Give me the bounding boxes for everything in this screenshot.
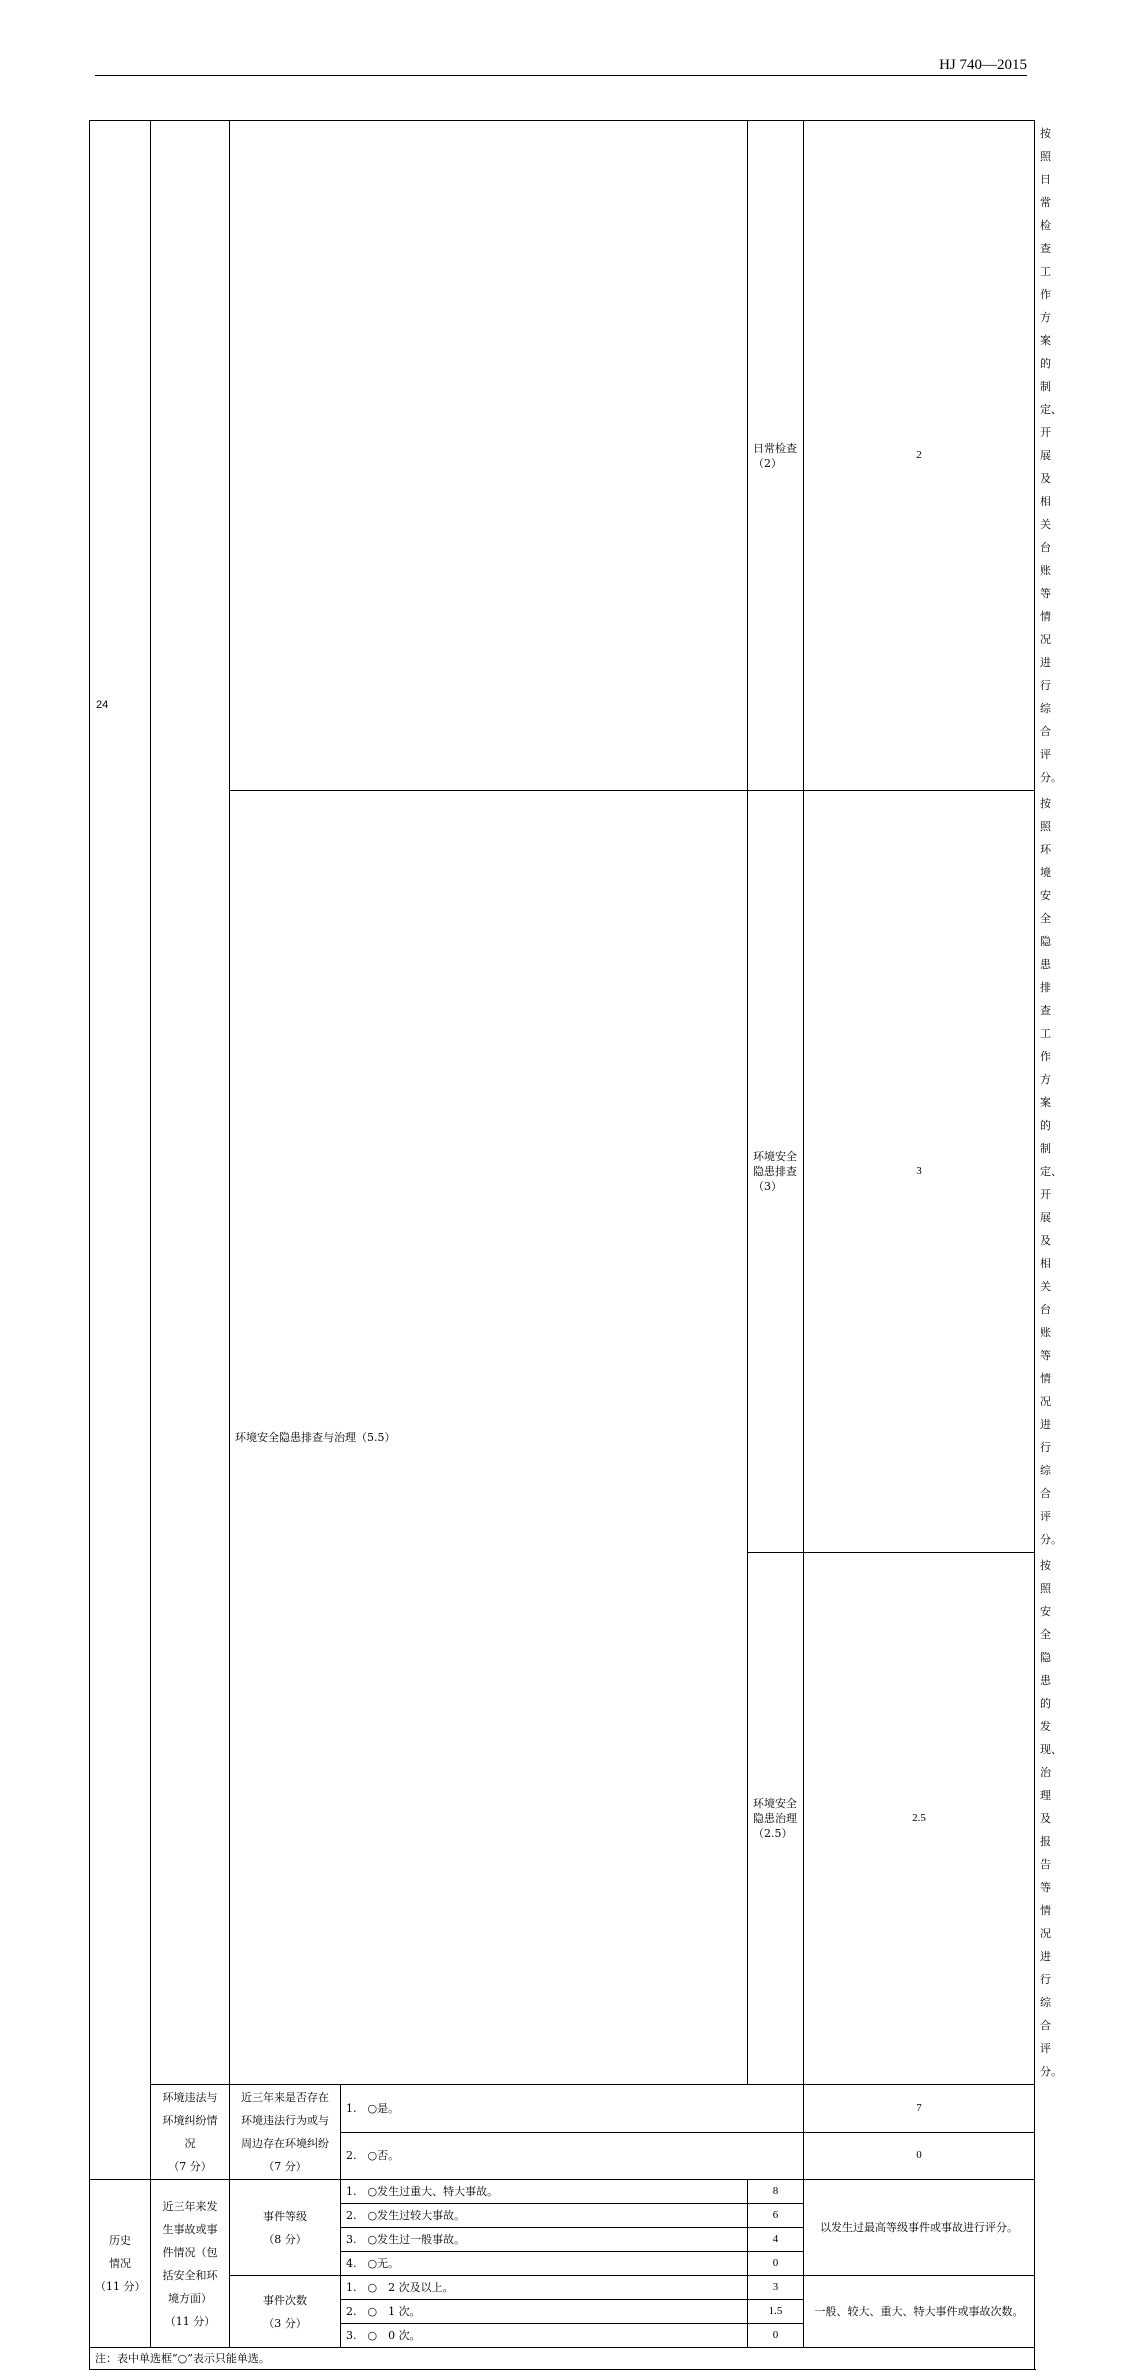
history-subcategory: 近三年来发 生事故或事 件情况（包 括安全和环 境方面） （11 分） — [151, 2180, 230, 2348]
score-daily-check: 2 — [804, 121, 1035, 791]
hazard-group-label: 环境安全隐患排查与治理（5.5） — [230, 791, 748, 2085]
table-row: 日常检查（2） 2 按照日常检查工作方案的制定、开展及相 关台账等情况进行综合评分。 — [90, 121, 1035, 791]
level-option: 4. ○无。 — [341, 2252, 748, 2276]
count-option: 3. ○ 0 次。 — [341, 2324, 748, 2348]
count-score: 0 — [748, 2324, 804, 2348]
violation-question: 近三年来是否存在 环境违法行为或与 周边存在环境纠纷 （7 分） — [230, 2085, 341, 2180]
category-cell-empty — [90, 121, 151, 2180]
violation-category: 环境违法与 环境纠纷情 况 （7 分） — [151, 2085, 230, 2180]
level-score: 0 — [748, 2252, 804, 2276]
table-row — [90, 2348, 1035, 2370]
standard-code: HJ 740—2015 — [939, 57, 1027, 73]
history-category: 历史 情况 （11 分） — [90, 2180, 151, 2348]
level-score: 8 — [748, 2180, 804, 2204]
event-level-label: 事件等级 （8 分） — [230, 2180, 341, 2276]
table-row — [90, 2085, 1035, 2133]
table-row: 环境安全隐患治理（2.5） 2.5 按照安全隐患的发现、治理及报告等情况 进行综合评分。 — [90, 1553, 1035, 2085]
scoring-table — [89, 120, 1063, 2370]
count-option: 2. ○ 1 次。 — [341, 2300, 748, 2324]
table-row — [90, 2180, 1035, 2204]
violation-option-no: 2. ○否。 — [341, 2132, 804, 2180]
item-hazard-treatment: 环境安全隐患治理（2.5） — [748, 1553, 804, 2085]
item-hazard-investigation: 环境安全隐患排查（3） — [748, 791, 804, 1553]
violation-score-no: 0 — [804, 2132, 1035, 2180]
subcategory-cell-empty — [151, 121, 230, 2085]
violation-score-yes: 7 — [804, 2085, 1035, 2133]
count-desc: 一般、较大、重大、特大事件或事故次数。 — [804, 2276, 1035, 2348]
page-number: 24 — [96, 699, 109, 711]
table-row: 环境安全隐患排查与治理（5.5） 环境安全隐患排查（3） 3 按照环境安全隐患排查工作方案的制定、 开展及相关台账等情况进行综合评分。 — [90, 791, 1035, 1553]
header-rule — [95, 75, 1027, 76]
count-score: 1.5 — [748, 2300, 804, 2324]
table-note: 注：表中单选框“○”表示只能单选。 — [90, 2348, 1035, 2370]
level-score: 4 — [748, 2228, 804, 2252]
level-option: 1. ○发生过重大、特大事故。 — [341, 2180, 748, 2204]
violation-option-yes: 1. ○是。 — [341, 2085, 804, 2133]
level-option: 2. ○发生过较大事故。 — [341, 2204, 748, 2228]
level-option: 3. ○发生过一般事故。 — [341, 2228, 748, 2252]
group-cell-empty — [230, 121, 748, 791]
count-option: 1. ○ 2 次及以上。 — [341, 2276, 748, 2300]
count-score: 3 — [748, 2276, 804, 2300]
item-daily-check: 日常检查（2） — [748, 121, 804, 791]
event-count-label: 事件次数 （3 分） — [230, 2276, 341, 2348]
score-hazard-investigation: 3 — [804, 791, 1035, 1553]
level-score: 6 — [748, 2204, 804, 2228]
score-hazard-treatment: 2.5 — [804, 1553, 1035, 2085]
level-desc: 以发生过最高等级事件或事故进行评分。 — [804, 2180, 1035, 2276]
table-row — [90, 2276, 1035, 2300]
